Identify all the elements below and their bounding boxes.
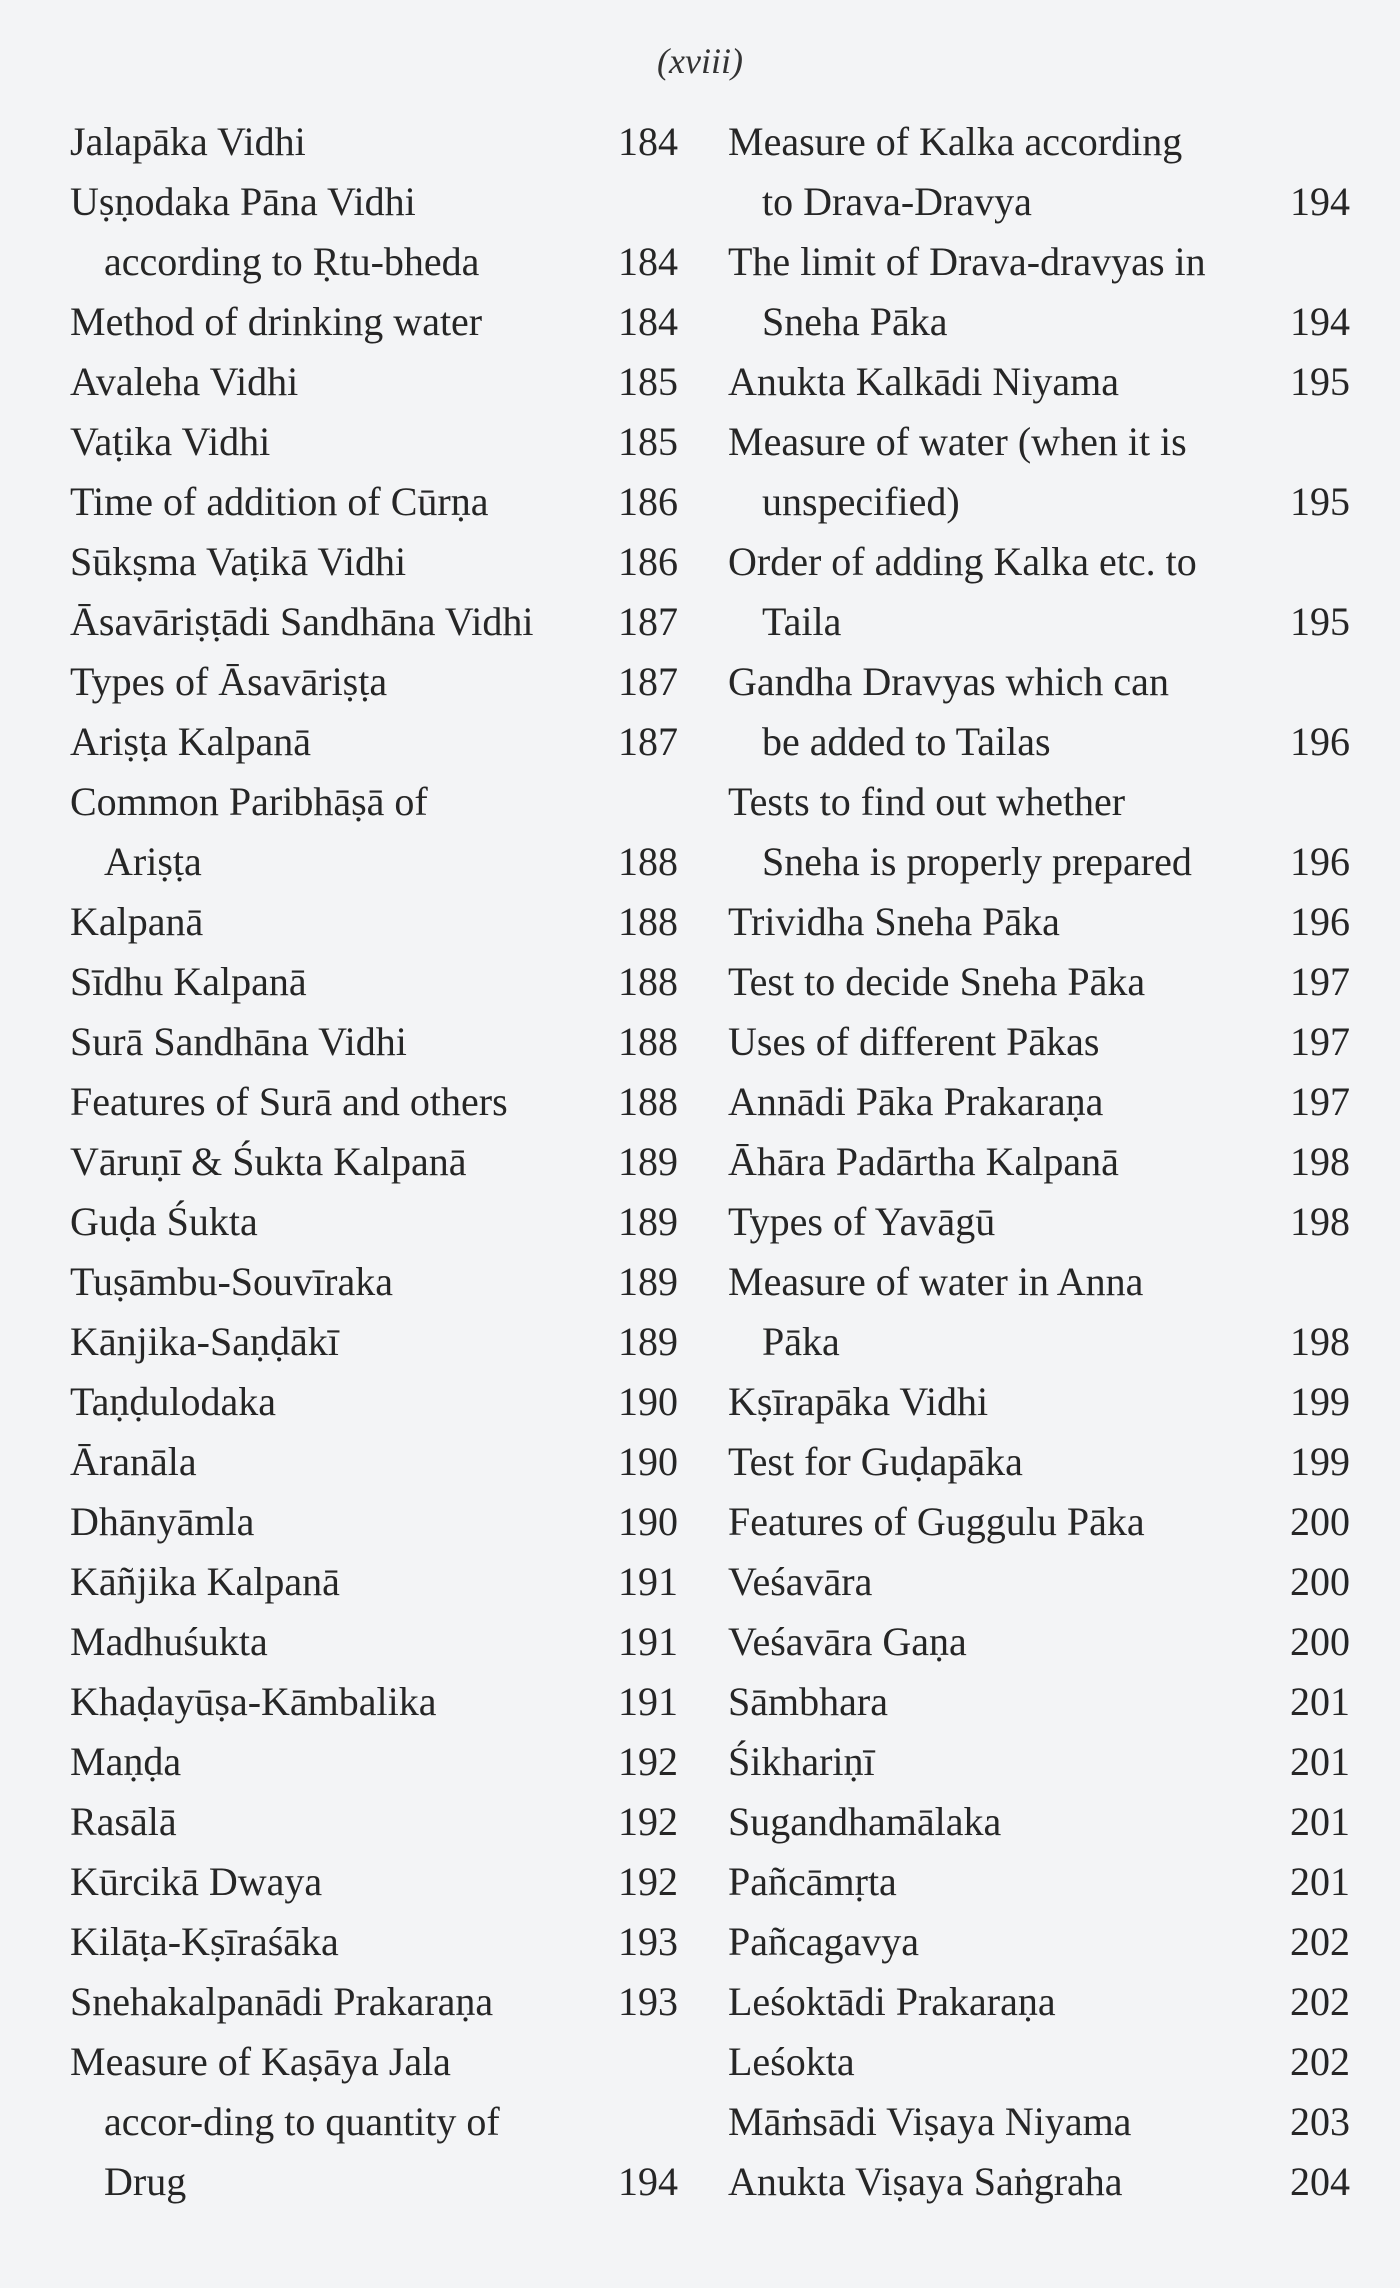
toc-entry xyxy=(70,2032,678,2092)
toc-entry-title: Maṇḍa xyxy=(70,1739,182,1784)
toc-entry-title: Tuṣāmbu-Souvīraka xyxy=(70,1259,393,1304)
toc-entry xyxy=(728,1612,1350,1672)
toc-entry xyxy=(70,1372,678,1432)
toc-entry-title: Measure of water (when it is xyxy=(728,419,1187,464)
toc-entry xyxy=(728,592,1350,652)
toc-entry xyxy=(70,1852,678,1912)
toc-entry-page: 193 xyxy=(618,1919,678,1964)
toc-entry-title: Āranāla xyxy=(70,1439,197,1484)
toc-entry-page: 188 xyxy=(618,1019,678,1064)
toc-entry-page: 190 xyxy=(618,1379,678,1424)
toc-entry-title: Method of drinking water xyxy=(70,299,483,344)
toc-entry-page: 185 xyxy=(618,419,678,464)
toc-entry xyxy=(70,1672,678,1732)
toc-entry xyxy=(728,1312,1350,1372)
toc-entry-title: be added to Tailas xyxy=(762,719,1051,764)
toc-entry-title: Taṇḍulodaka xyxy=(70,1379,277,1424)
toc-entry-title: Pāka xyxy=(762,1319,840,1364)
toc-entry-title: to Drava-Dravya xyxy=(762,179,1032,224)
toc-entry-page: 191 xyxy=(618,1619,678,1664)
toc-entry-title: Leśokta xyxy=(728,2039,855,2084)
toc-entry xyxy=(70,1732,678,1792)
toc-entry xyxy=(728,832,1350,892)
toc-entry-page: 187 xyxy=(618,719,678,764)
toc-entry-title: Anukta Viṣaya Saṅgraha xyxy=(728,2159,1123,2204)
toc-entry-title: Ariṣṭa xyxy=(104,839,202,884)
toc-entry-title: Vāruṇī & Śukta Kalpanā xyxy=(70,1139,467,1184)
toc-entry xyxy=(70,112,678,172)
toc-entry xyxy=(70,1192,678,1252)
toc-entry-title: Kalpanā xyxy=(70,899,204,944)
toc-entry xyxy=(728,532,1350,592)
toc-entry-title: Sneha Pāka xyxy=(762,299,948,344)
toc-entry xyxy=(728,1432,1350,1492)
toc-entry-page: 200 xyxy=(1290,1499,1350,1544)
toc-entry-page: 184 xyxy=(618,239,678,284)
toc-entry-page: 200 xyxy=(1290,1559,1350,1604)
toc-entry-page: 195 xyxy=(1290,599,1350,644)
toc-entry-page: 204 xyxy=(1290,2159,1350,2204)
toc-entry xyxy=(70,712,678,772)
toc-entry-title: Āhāra Padārtha Kalpanā xyxy=(728,1139,1119,1184)
toc-entry-page: 194 xyxy=(1290,179,1350,224)
toc-entry xyxy=(728,712,1350,772)
toc-entry xyxy=(70,1612,678,1672)
toc-entry-title: Types of Āsavāriṣṭa xyxy=(70,659,388,704)
toc-entry-title: Māṁsādi Viṣaya Niyama xyxy=(728,2099,1132,2144)
toc-entry-title: Ariṣṭa Kalpanā xyxy=(70,719,312,764)
toc-entry xyxy=(728,1732,1350,1792)
toc-entry xyxy=(70,172,678,232)
toc-entry-title: Dhānyāmla xyxy=(70,1499,255,1544)
toc-entry-title: Uses of different Pākas xyxy=(728,1019,1100,1064)
toc-entry-title: Annādi Pāka Prakaraṇa xyxy=(728,1079,1104,1124)
toc-entry-title: Rasālā xyxy=(70,1799,177,1844)
toc-entry-title: Trividha Sneha Pāka xyxy=(728,899,1060,944)
toc-entry-page: 192 xyxy=(618,1739,678,1784)
toc-entry-page: 187 xyxy=(618,599,678,644)
toc-entry-page: 191 xyxy=(618,1679,678,1724)
toc-entry-title: Snehakalpanādi Prakaraṇa xyxy=(70,1979,494,2024)
toc-entry xyxy=(728,1912,1350,1972)
toc-entry xyxy=(70,352,678,412)
toc-entry-page: 188 xyxy=(618,839,678,884)
toc-entry-page: 184 xyxy=(618,119,678,164)
toc-entry xyxy=(728,1372,1350,1432)
toc-entry-page: 184 xyxy=(618,299,678,344)
toc-entry-title: accor-ding to quantity of xyxy=(104,2099,500,2144)
toc-entry-title: Gandha Dravyas which can xyxy=(728,659,1169,704)
toc-entry-title: Drug xyxy=(104,2159,187,2204)
toc-entry-title: Order of adding Kalka etc. to xyxy=(728,539,1197,584)
toc-entry-title: Khaḍayūṣa-Kāmbalika xyxy=(70,1679,437,1724)
toc-entry xyxy=(70,952,678,1012)
toc-entry-page: 201 xyxy=(1290,1739,1350,1784)
toc-entry-title: Āsavāriṣṭādi Sandhāna Vidhi xyxy=(70,599,534,644)
toc-entry xyxy=(728,1492,1350,1552)
toc-entry-title: Sīdhu Kalpanā xyxy=(70,959,307,1004)
toc-entry xyxy=(728,472,1350,532)
toc-entry-title: Kāñjika Kalpanā xyxy=(70,1559,340,1604)
toc-entry-title: according to Ṛtu-bheda xyxy=(104,239,480,284)
toc-entry-title: Time of addition of Cūrṇa xyxy=(70,479,489,524)
toc-entry xyxy=(70,532,678,592)
toc-entry xyxy=(728,172,1350,232)
toc-entry xyxy=(70,472,678,532)
toc-entry-title: Features of Surā and others xyxy=(70,1079,508,1124)
toc-entry-page: 196 xyxy=(1290,839,1350,884)
toc-entry xyxy=(728,292,1350,352)
toc-entry-page: 200 xyxy=(1290,1619,1350,1664)
toc-entry xyxy=(728,352,1350,412)
toc-entry-page: 187 xyxy=(618,659,678,704)
toc-entry xyxy=(70,232,678,292)
toc-entry-title: Sāmbhara xyxy=(728,1679,888,1724)
toc-entry-page: 185 xyxy=(618,359,678,404)
toc-entry-page: 188 xyxy=(618,959,678,1004)
toc-entry-page: 202 xyxy=(1290,1919,1350,1964)
toc-entry-title: Measure of Kaṣāya Jala xyxy=(70,2039,451,2084)
toc-entry xyxy=(70,2092,678,2152)
toc-entry-title: Tests to find out whether xyxy=(728,779,1126,824)
toc-entry xyxy=(70,1972,678,2032)
toc-entry-title: Veśavāra Gaṇa xyxy=(728,1619,967,1664)
toc-entry-page: 197 xyxy=(1290,1079,1350,1124)
toc-entry xyxy=(70,1432,678,1492)
toc-entry-page: 190 xyxy=(618,1499,678,1544)
toc-entry-page: 188 xyxy=(618,1079,678,1124)
toc-entry xyxy=(70,1132,678,1192)
toc-entry xyxy=(728,892,1350,952)
toc-entry xyxy=(728,412,1350,472)
toc-entry xyxy=(70,592,678,652)
toc-entry-page: 189 xyxy=(618,1319,678,1364)
toc-entry-page: 194 xyxy=(618,2159,678,2204)
toc-entry-page: 191 xyxy=(618,1559,678,1604)
toc-entry-page: 199 xyxy=(1290,1379,1350,1424)
toc-entry-page: 188 xyxy=(618,899,678,944)
toc-entry xyxy=(728,112,1350,172)
toc-entry xyxy=(728,1192,1350,1252)
toc-entry xyxy=(728,1012,1350,1072)
toc-entry xyxy=(70,1552,678,1612)
toc-entry xyxy=(70,892,678,952)
toc-entry-page: 192 xyxy=(618,1859,678,1904)
toc-right-column xyxy=(728,112,1350,2212)
toc-entry-page: 193 xyxy=(618,1979,678,2024)
toc-entry-page: 201 xyxy=(1290,1799,1350,1844)
toc-entry xyxy=(728,1252,1350,1312)
toc-entry-title: Common Paribhāṣā of xyxy=(70,779,428,824)
toc-entry-title: unspecified) xyxy=(762,479,960,524)
toc-entry-title: Madhuśukta xyxy=(70,1619,268,1664)
toc-entry-title: Measure of water in Anna xyxy=(728,1259,1144,1304)
toc-entry-title: Sneha is properly prepared xyxy=(762,839,1192,884)
toc-entry-title: Sugandhamālaka xyxy=(728,1799,1002,1844)
toc-entry xyxy=(728,2092,1350,2152)
toc-entry-title: Kilāṭa-Kṣīraśāka xyxy=(70,1919,339,1964)
toc-entry-title: Pañcagavya xyxy=(728,1919,920,1964)
toc-entry-page: 189 xyxy=(618,1199,678,1244)
toc-entry-title: Test for Guḍapāka xyxy=(728,1439,1023,1484)
toc-entry xyxy=(728,1072,1350,1132)
toc-entry xyxy=(70,1492,678,1552)
toc-entry-page: 186 xyxy=(618,479,678,524)
toc-entry xyxy=(728,952,1350,1012)
toc-entry xyxy=(728,2152,1350,2212)
toc-entry-page: 202 xyxy=(1290,1979,1350,2024)
toc-entry-title: Anukta Kalkādi Niyama xyxy=(728,359,1119,404)
toc-entry-page: 198 xyxy=(1290,1199,1350,1244)
toc-entry xyxy=(728,2032,1350,2092)
toc-entry-page: 197 xyxy=(1290,1019,1350,1064)
toc-entry xyxy=(70,2152,678,2212)
toc-entry xyxy=(70,832,678,892)
toc-entry-title: Veśavāra xyxy=(728,1559,873,1604)
toc-entry-title: Test to decide Sneha Pāka xyxy=(728,959,1146,1004)
toc-entry xyxy=(728,1672,1350,1732)
toc-entry xyxy=(728,652,1350,712)
toc-entry-page: 202 xyxy=(1290,2039,1350,2084)
toc-entry-page: 194 xyxy=(1290,299,1350,344)
toc-entry-title: The limit of Drava-dravyas in xyxy=(728,239,1206,284)
toc-entry-title: Sūkṣma Vaṭikā Vidhi xyxy=(70,539,407,584)
toc-entry-page: 189 xyxy=(618,1139,678,1184)
toc-entry-page: 198 xyxy=(1290,1319,1350,1364)
toc-entry-title: Kṣīrapāka Vidhi xyxy=(728,1379,989,1424)
toc-entry-title: Avaleha Vidhi xyxy=(70,359,299,404)
toc-entry-title: Leśoktādi Prakaraṇa xyxy=(728,1979,1056,2024)
toc-entry xyxy=(70,1792,678,1852)
toc-entry-page: 195 xyxy=(1290,359,1350,404)
toc-entry xyxy=(70,1012,678,1072)
toc-entry-page: 198 xyxy=(1290,1139,1350,1184)
toc-entry xyxy=(70,1252,678,1312)
toc-entry-page: 201 xyxy=(1290,1859,1350,1904)
toc-entry-title: Measure of Kalka according xyxy=(728,119,1183,164)
toc-entry xyxy=(728,772,1350,832)
toc-entry xyxy=(728,1792,1350,1852)
toc-entry xyxy=(70,412,678,472)
toc-entry xyxy=(728,232,1350,292)
toc-entry-title: Taila xyxy=(762,599,842,644)
toc-entry-title: Pañcāmṛta xyxy=(728,1859,897,1904)
toc-entry-title: Jalapāka Vidhi xyxy=(70,119,306,164)
toc-entry xyxy=(70,1912,678,1972)
toc-entry-title: Kānjika-Saṇḍākī xyxy=(70,1319,339,1364)
toc-entry-page: 196 xyxy=(1290,719,1350,764)
toc-entry xyxy=(728,1972,1350,2032)
toc-entry xyxy=(728,1552,1350,1612)
toc-entry-page: 196 xyxy=(1290,899,1350,944)
toc-entry xyxy=(70,772,678,832)
toc-entry xyxy=(728,1852,1350,1912)
toc-entry xyxy=(70,1312,678,1372)
toc-entry-title: Vaṭika Vidhi xyxy=(70,419,271,464)
toc-entry-title: Guḍa Śukta xyxy=(70,1199,258,1244)
toc-entry-title: Kūrcikā Dwaya xyxy=(70,1859,323,1904)
toc-entry-title: Surā Sandhāna Vidhi xyxy=(70,1019,407,1064)
toc-entry-title: Uṣṇodaka Pāna Vidhi xyxy=(70,179,416,224)
toc-entry-page: 186 xyxy=(618,539,678,584)
toc-entry-page: 195 xyxy=(1290,479,1350,524)
toc-entry-page: 190 xyxy=(618,1439,678,1484)
toc-entry-page: 189 xyxy=(618,1259,678,1304)
toc-entry xyxy=(70,1072,678,1132)
toc-left-column xyxy=(70,112,678,2212)
toc-entry xyxy=(70,652,678,712)
toc-entry-page: 203 xyxy=(1290,2099,1350,2144)
toc-entry-page: 201 xyxy=(1290,1679,1350,1724)
toc-entry-title: Types of Yavāgū xyxy=(728,1199,996,1244)
toc-entry-page: 199 xyxy=(1290,1439,1350,1484)
toc-entry-title: Features of Guggulu Pāka xyxy=(728,1499,1145,1544)
toc-entry-page: 192 xyxy=(618,1799,678,1844)
toc-entry xyxy=(70,292,678,352)
toc-entry-title: Śikhariṇī xyxy=(728,1739,875,1784)
toc-entry-page: 197 xyxy=(1290,959,1350,1004)
page-number-roman: (xviii) xyxy=(657,41,743,81)
toc-entry xyxy=(728,1132,1350,1192)
